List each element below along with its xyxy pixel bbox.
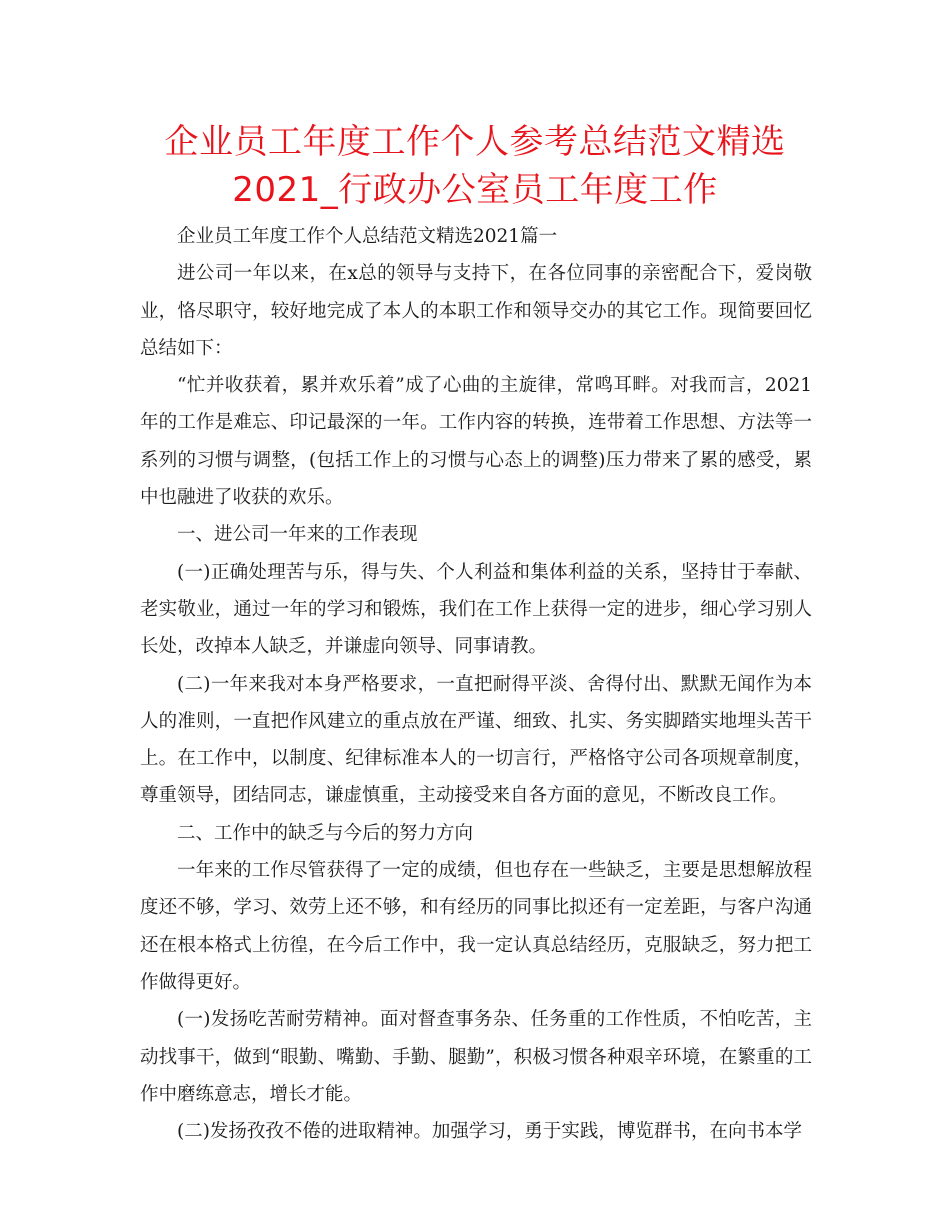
section-heading: 一、进公司一年来的工作表现 <box>177 524 418 546</box>
body-paragraph: (一)发扬吃苦耐劳精神。面对督查事务杂、任务重的工作性质，不怕吃苦，主动找事干，做到“眼勤、嘴勤、手勤、腿勤”，积极习惯各种艰辛环境，在繁重的工作中磨练意志，增长才能。 <box>140 1009 812 1105</box>
body-paragraph: 一年来的工作尽管获得了一定的成绩，但也存在一些缺乏，主要是思想解放程度还不够，学习、效劳上还不够，和有经历的同事比拟还有一定差距，与客户沟通还在根本格式上彷徨，在今后工作中，我一定认真总结经历，克服缺乏，努力把工作做得更好。 <box>140 860 812 993</box>
body-paragraph: (二)一年来我对本身严格要求，一直把耐得平淡、舍得付出、默默无闻作为本人的准则，一直把作风建立的重点放在严谨、细致、扎实、务实脚踏实地埋头苦干上。在工作中，以制度、纪律标准本人的一切言行，严格恪守公司各项规章制度，尊重领导，团结同志，谦虚慎重，主动接受来自各方面的意见，不断改良工作。 <box>140 673 812 807</box>
subtitle-paragraph: 企业员工年度工作个人总结范文精选2021篇一 <box>177 226 558 247</box>
document-title: 企业员工年度工作个人参考总结范文精选2021_行政办公室员工年度工作 <box>164 122 786 210</box>
body-paragraph: (二)发扬孜孜不倦的进取精神。加强学习，勇于实践，博览群书，在向书本学 <box>177 1121 802 1143</box>
body-paragraph: “忙并收获着，累并欢乐着”成了心曲的主旋律，常鸣耳畔。对我而言，2021年的工作是难忘、印记最深的一年。工作内容的转换，连带着工作思想、方法等一系列的习惯与调整，(包括工作上的习惯与心态上的调整)压力带来了累的感受，累中也融进了收获的欢乐。 <box>140 375 812 509</box>
body-paragraph: 进公司一年以来，在x总的领导与支持下，在各位同事的亲密配合下，爱岗敬业，恪尽职守，较好地完成了本人的本职工作和领导交办的其它工作。现简要回忆总结如下： <box>140 263 812 359</box>
document-body <box>140 218 812 1150</box>
body-paragraph: (一)正确处理苦与乐，得与失、个人利益和集体利益的关系，坚持甘于奉献、老实敬业，通过一年的学习和锻炼，我们在工作上获得一定的进步，细心学习别人长处，改掉本人缺乏，并谦虚向领导、同事请教。 <box>140 561 812 658</box>
section-heading: 二、工作中的缺乏与今后的努力方向 <box>177 822 474 844</box>
